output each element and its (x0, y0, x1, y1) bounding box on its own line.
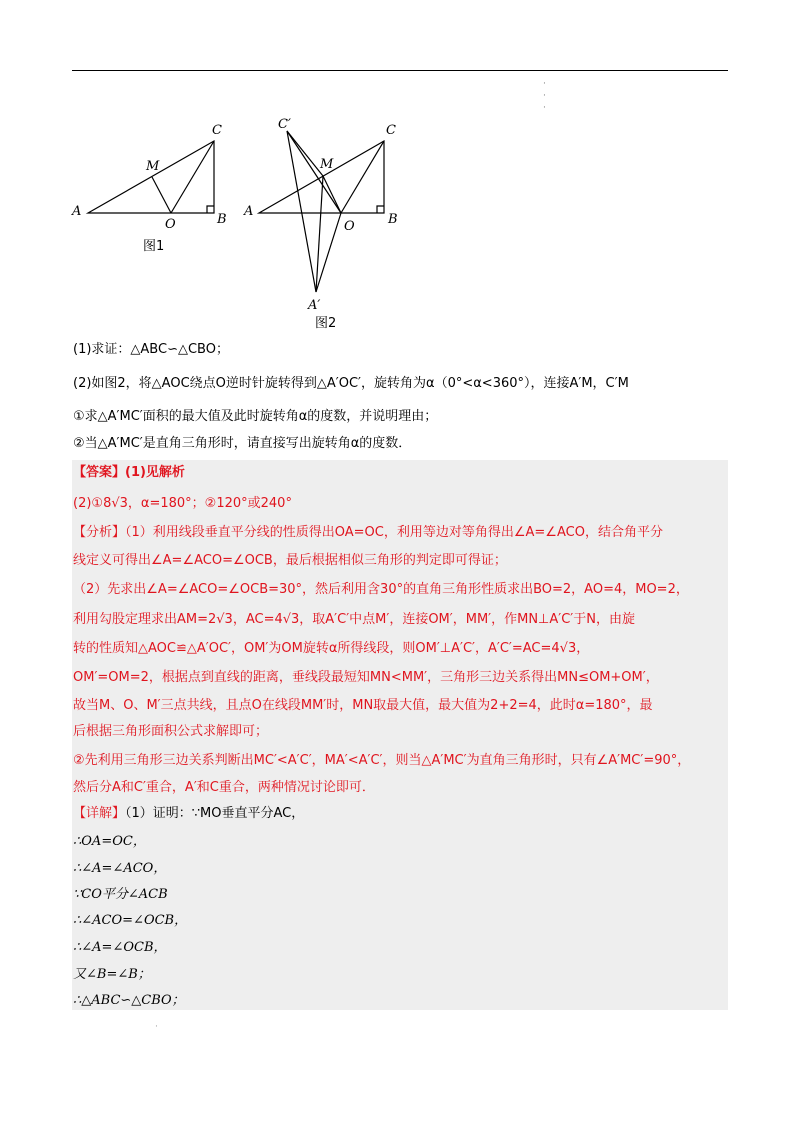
fig1-label-a: A (72, 204, 82, 219)
fig2-label-b: B (388, 212, 398, 227)
triangle-a-prime-o-c-prime (287, 131, 341, 292)
analysis-line-8: 后根据三角形面积公式求解即可； (73, 724, 269, 739)
detail-line-8: ∴△ABC∽△CBO； (73, 993, 185, 1008)
fig1-label-o: O (165, 217, 176, 232)
fig1-label-m: M (146, 159, 160, 174)
analysis-line-10: 然后分A和C′重合，A′和C重合，两种情况讨论即可． (73, 780, 375, 795)
answer-line-1: 【答案】(1)见解析 (73, 465, 185, 480)
analysis-line-9: ②先利用三角形三边关系判断出MC′<A′C′，MA′<A′C′，则当△A′MC′为直角三角形时，只有∠A′MC′=90°， (73, 753, 691, 768)
analysis-line-2: 线定义可得出∠A=∠ACO=∠OCB，最后根据相似三角形的判定即可得证； (73, 553, 507, 568)
figure-1 (88, 141, 214, 213)
fig2-label-a: A (244, 204, 254, 219)
margin-dots: · · · (543, 79, 546, 113)
analysis-line-6: OM′=OM=2，根据点到直线的距离，垂线段最短知MN<MM′，三角形三边关系得出MN≤OM+OM′， (73, 670, 659, 685)
fig1-caption: 图1 (143, 239, 165, 254)
segment-c-prime-m (287, 131, 323, 176)
figure-2 (259, 131, 384, 292)
fig2-label-c-prime: C′ (278, 117, 291, 132)
detail-line-2: ∴OA=OC， (73, 834, 146, 849)
fig1-label-c: C (212, 123, 222, 138)
analysis-line-1: 【分析】（1）利用线段垂直平分线的性质得出OA=OC，利用等边对等角得出∠A=∠ACO，结合角平分 (73, 525, 663, 540)
fig1-label-b: B (217, 212, 227, 227)
fig2-label-m: M (320, 157, 334, 172)
analysis-line-3: （2）先求出∠A=∠ACO=∠OCB=30°，然后利用含30°的直角三角形性质求出BO=2，AO=4，MO=2， (73, 582, 689, 597)
fig2-caption: 图2 (315, 316, 337, 331)
detail-heading: 【详解】 (73, 806, 126, 821)
segment-mo (152, 177, 171, 213)
detail-line-6: ∴∠A=∠OCB， (73, 940, 167, 955)
question-part-2-sub-2: ②当△A′MC′是直角三角形时，请直接写出旋转角α的度数． (73, 436, 412, 451)
detail-line-1 (73, 805, 304, 823)
analysis-line-4: 利用勾股定理求出AM=2√3，AC=4√3，取A′C′中点M′，连接OM′，MM′，作MN⊥A′C′于N，由旋 (73, 612, 635, 627)
fig2-label-o: O (344, 219, 355, 234)
segment-mo-2 (323, 176, 341, 213)
detail-line-7: 又∠B=∠B； (73, 967, 151, 982)
right-angle-mark-2 (377, 206, 384, 213)
question-part-2: (2)如图2，将△AOC绕点O逆时针旋转得到△A′OC′，旋转角为α（0°<α<360°），连接A′M，C′M (73, 376, 629, 391)
detail-line-5: ∴∠ACO=∠OCB， (73, 913, 188, 928)
analysis-line-7: 故当M、O、M′三点共线，且点O在线段MM′时，MN取最大值，最大值为2+2=4，此时α=180°，最 (73, 698, 653, 713)
geometry-figure (66, 112, 446, 337)
right-angle-mark (207, 206, 214, 213)
fig2-label-c: C (386, 123, 396, 138)
question-part-2-sub-1: ①求△A′MC′面积的最大值及此时旋转角α的度数，并说明理由； (73, 409, 438, 424)
analysis-line-5: 转的性质知△AOC≌△A′OC′，OM′为OM旋转α所得线段，则OM′⊥A′C′，A′C′=AC=4√3， (73, 641, 590, 656)
detail-line-1-body: （1）证明：∵MO垂直平分AC， (125, 806, 305, 821)
triangle-abc (88, 141, 214, 213)
answer-line-2: (2)①8√3，α=180°；②120°或240° (73, 496, 292, 511)
segment-co-2 (341, 141, 384, 213)
detail-line-4: ∵CO平分∠ACB (73, 887, 168, 902)
fig2-label-a-prime: A′ (308, 298, 321, 313)
segment-co (171, 141, 214, 213)
detail-line-3: ∴∠A=∠ACO， (73, 861, 167, 876)
footer-dot: · (155, 1022, 158, 1032)
question-part-1: (1)求证：△ABC∽△CBO； (73, 342, 229, 357)
header-rule (72, 70, 728, 71)
